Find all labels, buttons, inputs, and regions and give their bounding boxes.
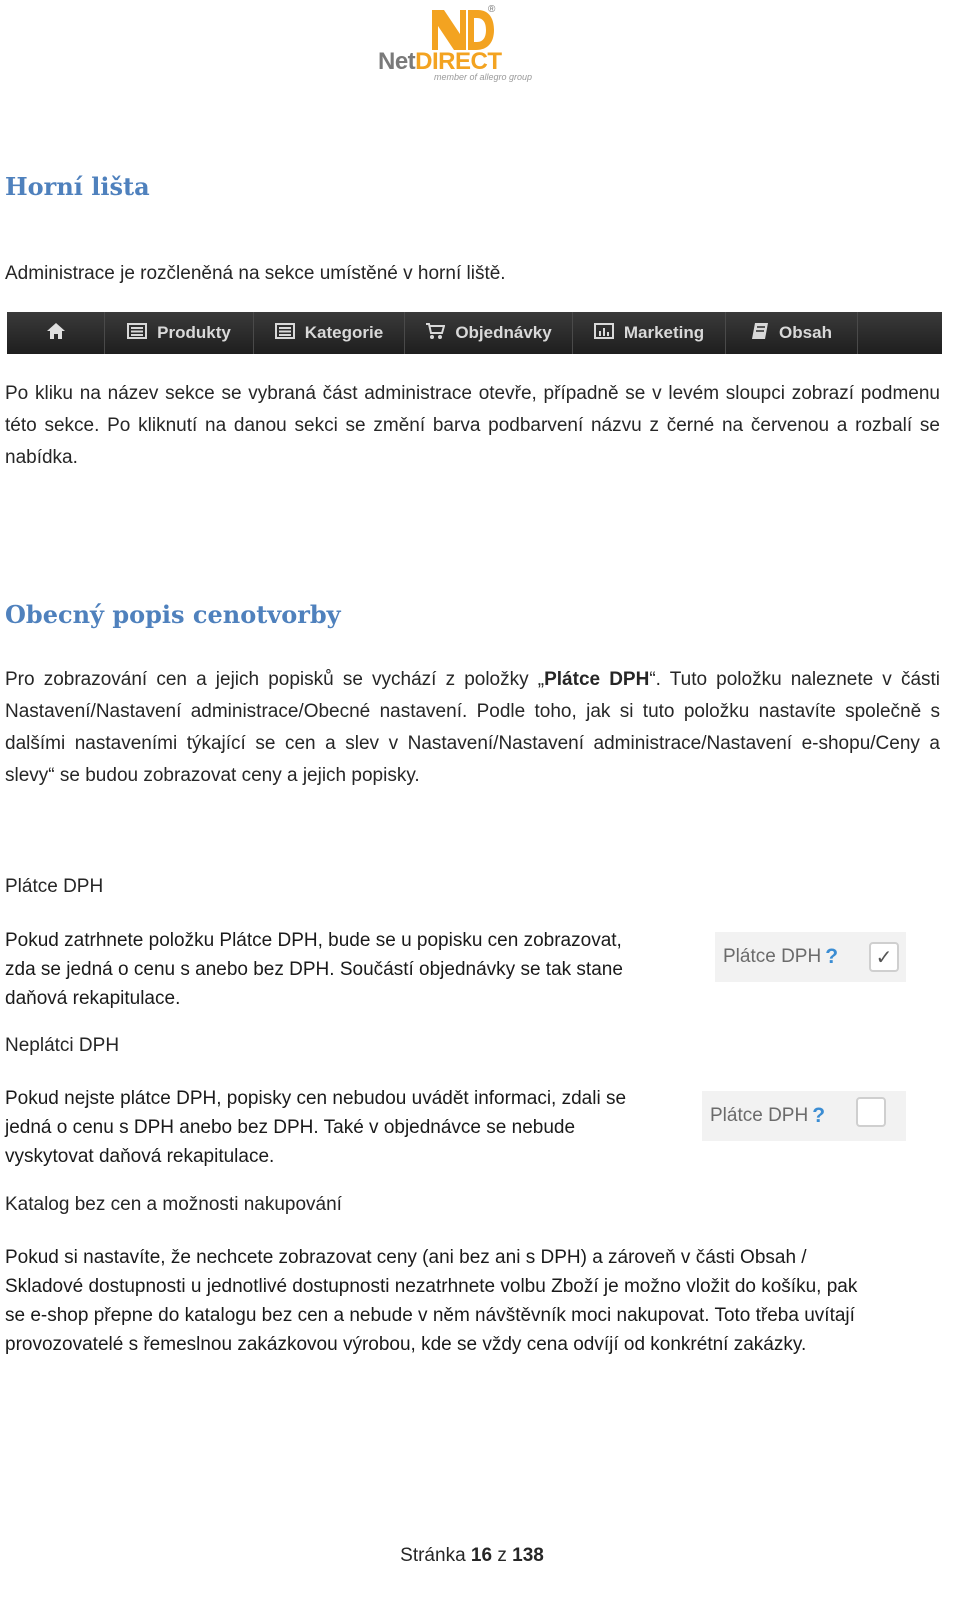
section1-paragraph: Po kliku na název sekce se vybraná část administrace otevře, případně se v levém sloupci zobrazí podmenu této sekce. Po kliknutí na danou sekci se změní barva podbarvení názvu z černé na červenou a rozbalí se nabídka. — [5, 383, 940, 468]
text-line: zda se jedná o cenu s anebo bez DPH. Součástí objednávky se tak stane — [5, 959, 623, 980]
chart-icon — [594, 323, 614, 344]
text-line: provozovatelé s řemeslnou zakázkovou výrobou, kde se vždy cena odvíjí od konkrétní zakázky. — [5, 1334, 807, 1355]
nav-obsah[interactable] — [726, 312, 858, 354]
text-span: “. Tuto položku naleznete v části Nastavení/Nastavení administrace/Obecné nastavení. Podle toho, jak si tuto položku nastavíte společně s dalšími nastaveními týkající se cen a slev v Nastavení/Nastavení administrace/Nastavení e-shopu/Ceny a slevy“ se budou zobrazovat ceny a jejich popisky. — [5, 669, 941, 786]
text-line: daňová rekapitulace. — [5, 988, 181, 1009]
list-icon — [275, 323, 295, 344]
admin-top-navbar — [7, 312, 942, 354]
footer-text: Stránka — [400, 1545, 471, 1566]
book-icon — [751, 322, 769, 345]
help-icon[interactable]: ? — [825, 945, 839, 968]
widget-label: Plátce DPH — [710, 1105, 809, 1126]
nav-produkty[interactable] — [105, 312, 254, 354]
netdirect-logo — [378, 4, 558, 84]
logo-tagline: member of allegro group — [434, 72, 533, 82]
text-line: vyskytovat daňová rekapitulace. — [5, 1146, 275, 1167]
text-line: Skladové dostupnosti u jednotlivé dostupnosti nezatrhnete volbu Zboží je možno vložit do košíku, pak — [5, 1276, 858, 1297]
logo-net: Net — [378, 48, 416, 75]
katalog-paragraph — [5, 1243, 857, 1359]
subheading-neplatci: Neplátci DPH — [5, 1035, 120, 1056]
current-page: 16 — [470, 1545, 493, 1566]
nav-label: Produkty — [157, 323, 231, 342]
heading-obecny-popis: Obecný popis cenotvorby — [5, 600, 341, 629]
footer-text: z — [492, 1545, 513, 1566]
subheading-platce: Plátce DPH — [5, 876, 104, 897]
neplatci-paragraph — [5, 1084, 626, 1171]
platce-dph-checkbox-unchecked[interactable] — [856, 1097, 886, 1127]
nav-marketing[interactable] — [573, 312, 726, 354]
registered-mark: ® — [488, 4, 496, 15]
nav-kategorie[interactable] — [254, 312, 405, 354]
section2-paragraph — [5, 664, 940, 792]
list-icon — [127, 323, 147, 344]
intro-paragraph: Administrace je rozčleněná na sekce umístěné v horní liště. — [5, 263, 506, 284]
cart-icon — [425, 322, 445, 345]
home-icon — [46, 322, 66, 345]
logo-direct: DIRECT — [415, 48, 502, 75]
total-pages: 138 — [512, 1545, 544, 1566]
text-line: Pokud si nastavíte, že nechcete zobrazovat ceny (ani bez ani s DPH) a zároveň v části Obsah / — [5, 1247, 807, 1268]
help-icon[interactable]: ? — [812, 1104, 826, 1127]
text-line: se e-shop přepne do katalogu bez cen a nebude v něm návštěvník moci nakupovat. Toto třeba uvítají — [5, 1305, 855, 1326]
nav-home[interactable] — [7, 312, 105, 354]
platce-dph-widget — [715, 932, 906, 982]
neplatce-dph-widget — [702, 1091, 906, 1141]
platce-paragraph — [5, 926, 623, 1013]
nav-label: Objednávky — [455, 323, 552, 342]
nav-label: Obsah — [779, 323, 832, 342]
check-icon: ✓ — [875, 946, 893, 969]
bold-term: Plátce DPH — [544, 669, 650, 690]
text-span: Pro zobrazování cen a jejich popisků se vychází z položky „ — [5, 669, 545, 690]
nd-mark-icon — [430, 6, 494, 52]
text-line: jedná o cenu s DPH anebo bez DPH. Také v objednávce se nebude — [5, 1117, 576, 1138]
nav-label: Marketing — [623, 323, 705, 342]
text-line: Pokud nejste plátce DPH, popisky cen nebudou uvádět informaci, zdali se — [5, 1088, 627, 1109]
subheading-katalog: Katalog bez cen a možnosti nakupování — [5, 1194, 342, 1215]
heading-horni-lista: Horní lišta — [5, 172, 150, 201]
platce-dph-checkbox[interactable] — [869, 942, 899, 972]
text-line: Pokud zatrhnete položku Plátce DPH, bude se u popisku cen zobrazovat, — [5, 930, 622, 951]
nav-label: Kategorie — [304, 323, 384, 342]
widget-label: Plátce DPH — [723, 946, 822, 967]
nav-objednavky[interactable] — [405, 312, 573, 354]
page-footer — [0, 1545, 944, 1567]
